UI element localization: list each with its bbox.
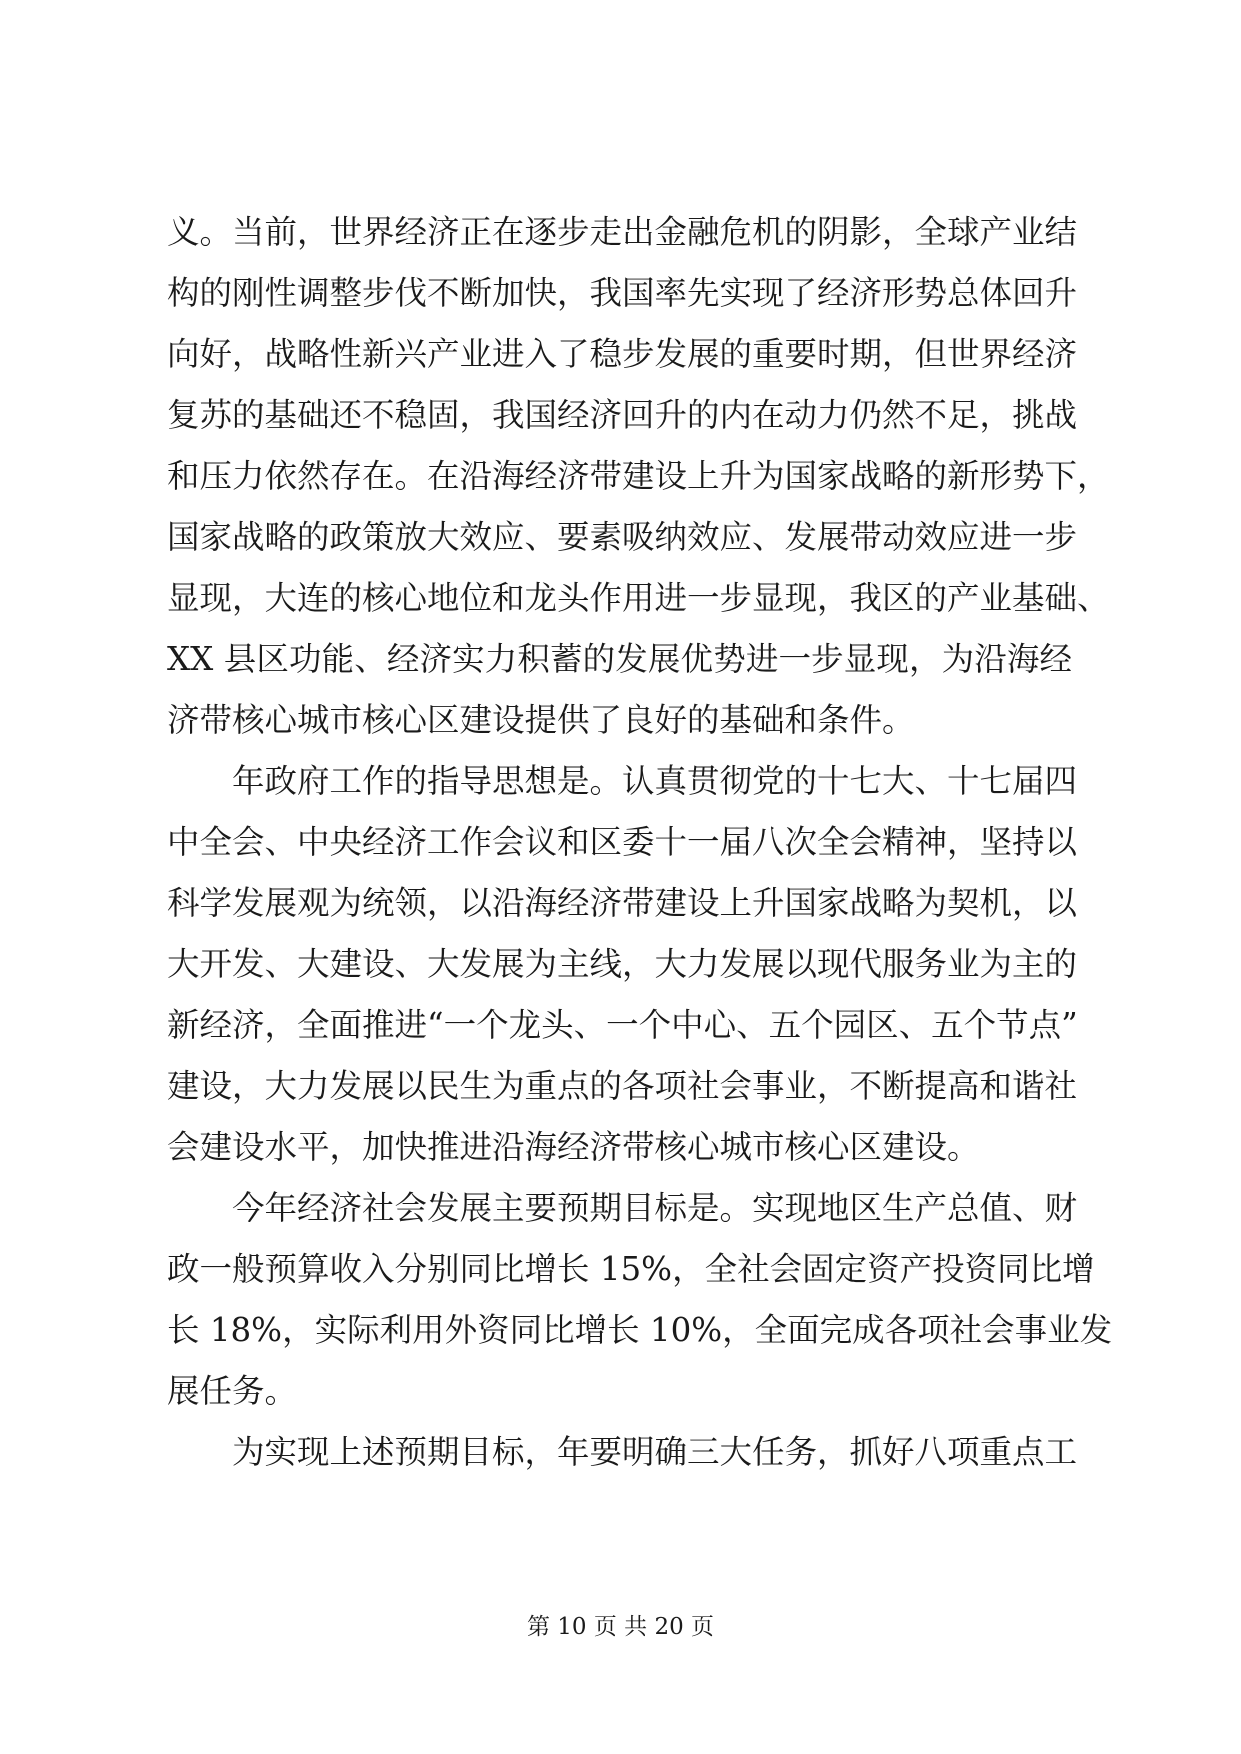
text-line: 济带核心城市核心区建设提供了良好的基础和条件。 — [167, 701, 915, 739]
text-line: 长 18%，实际利用外资同比增长 10%，全面完成各项社会事业发 — [167, 1311, 1113, 1349]
text-line: 显现，大连的核心地位和龙头作用进一步显现，我区的产业基础、 — [167, 579, 1110, 617]
text-line: 向好，战略性新兴产业进入了稳步发展的重要时期，但世界经济 — [167, 335, 1078, 373]
text-line: 构的刚性调整步伐不断加快，我国率先实现了经济形势总体回升 — [167, 274, 1078, 312]
text-line: 政一般预算收入分别同比增长 15%，全社会固定资产投资同比增 — [167, 1250, 1095, 1288]
text-line: 新经济，全面推进“一个龙头、一个中心、五个园区、五个节点” — [167, 1006, 1078, 1044]
paragraph-first-line: 今年经济社会发展主要预期目标是。实现地区生产总值、财 — [232, 1189, 1078, 1227]
text-line: 科学发展观为统领，以沿海经济带建设上升国家战略为契机，以 — [167, 884, 1078, 922]
paragraph-first-line: 为实现上述预期目标，年要明确三大任务，抓好八项重点工 — [232, 1433, 1078, 1471]
text-line: 中全会、中央经济工作会议和区委十一届八次全会精神，坚持以 — [167, 823, 1078, 861]
text-line: XX 县区功能、经济实力积蓄的发展优势进一步显现，为沿海经 — [167, 640, 1072, 678]
page-number-footer: 第 10 页 共 20 页 — [526, 1614, 715, 1640]
text-line: 展任务。 — [167, 1372, 298, 1410]
text-line: 复苏的基础还不稳固，我国经济回升的内在动力仍然不足，挑战 — [167, 396, 1078, 434]
text-line: 国家战略的政策放大效应、要素吸纳效应、发展带动效应进一步 — [167, 518, 1078, 556]
text-line: 义。当前，世界经济正在逐步走出金融危机的阴影，全球产业结 — [167, 213, 1078, 251]
text-line: 会建设水平，加快推进沿海经济带核心城市核心区建设。 — [167, 1128, 980, 1166]
text-line: 大开发、大建设、大发展为主线，大力发展以现代服务业为主的 — [167, 945, 1078, 983]
text-line: 和压力依然存在。在沿海经济带建设上升为国家战略的新形势下， — [167, 457, 1110, 495]
paragraph-first-line: 年政府工作的指导思想是。认真贯彻党的十七大、十七届四 — [232, 762, 1078, 800]
text-line: 建设，大力发展以民生为重点的各项社会事业，不断提高和谐社 — [167, 1067, 1078, 1105]
